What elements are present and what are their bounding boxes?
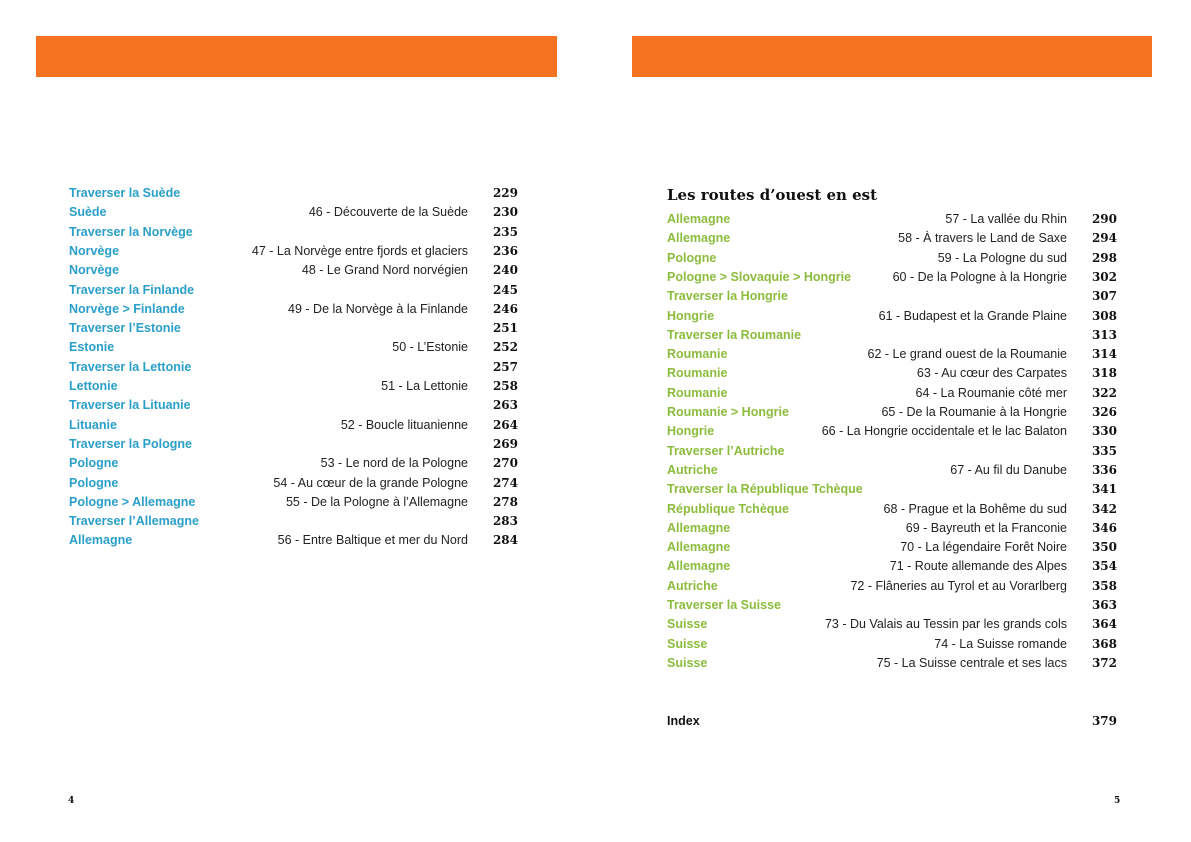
toc-route-title: 74 - La Suisse romande xyxy=(934,636,1067,651)
toc-row[interactable] xyxy=(667,403,1117,422)
toc-route-title: 58 - À travers le Land de Saxe xyxy=(898,231,1067,246)
toc-page-number: 314 xyxy=(1091,347,1117,362)
toc-row[interactable] xyxy=(69,281,518,300)
toc-country: Lituanie xyxy=(69,417,117,432)
toc-row[interactable] xyxy=(667,364,1117,383)
folio-left: 4 xyxy=(68,796,75,806)
toc-row[interactable] xyxy=(69,184,518,203)
toc-country: Hongrie xyxy=(667,308,715,323)
toc-row[interactable] xyxy=(69,435,518,454)
toc-row[interactable] xyxy=(667,596,1117,615)
toc-page-number: 294 xyxy=(1091,231,1117,246)
toc-route-title: 68 - Prague et la Bohême du sud xyxy=(883,501,1067,516)
toc-page-number: 341 xyxy=(1091,482,1117,497)
toc-row[interactable] xyxy=(69,474,518,493)
toc-page-number: 284 xyxy=(492,533,518,548)
toc-route-title: 61 - Budapest et la Grande Plaine xyxy=(878,308,1067,323)
toc-country: Roumanie xyxy=(667,385,728,400)
toc-country: Traverser la Norvège xyxy=(69,224,193,239)
header-band-right xyxy=(632,36,1152,77)
index-row[interactable] xyxy=(667,712,1117,731)
toc-country: Allemagne xyxy=(667,212,731,226)
toc-row[interactable] xyxy=(667,635,1117,654)
toc-page-number: 358 xyxy=(1091,578,1117,593)
toc-route-title: 71 - Route allemande des Alpes xyxy=(889,559,1067,574)
toc-page-number: 326 xyxy=(1091,405,1117,419)
toc-page-number: 336 xyxy=(1091,462,1117,477)
toc-page-number: 330 xyxy=(1091,424,1117,439)
toc-country: Traverser l’Autriche xyxy=(667,443,785,458)
toc-route-title: 48 - Le Grand Nord norvégien xyxy=(301,263,468,278)
toc-page-number: 269 xyxy=(492,436,518,451)
toc-row[interactable] xyxy=(667,422,1117,441)
toc-route-title: 62 - Le grand ouest de la Roumanie xyxy=(867,347,1067,362)
toc-country: Traverser la Hongrie xyxy=(667,289,788,304)
toc-row[interactable] xyxy=(667,615,1117,634)
toc-route-title: 72 - Flâneries au Tyrol et au Vorarlberg xyxy=(850,578,1067,593)
toc-country: Traverser l’Estonie xyxy=(69,321,181,336)
index-label: Index xyxy=(667,714,700,728)
toc-country: Traverser la République Tchèque xyxy=(667,482,863,497)
toc-route-title: 75 - La Suisse centrale et ses lacs xyxy=(876,655,1067,670)
toc-row[interactable] xyxy=(667,480,1117,499)
toc-row[interactable] xyxy=(69,358,518,377)
toc-row[interactable] xyxy=(667,249,1117,268)
toc-page-number: 308 xyxy=(1091,308,1117,323)
toc-page-number: 313 xyxy=(1091,327,1117,342)
toc-page-number: 278 xyxy=(492,494,518,509)
toc-country: Pologne xyxy=(69,475,119,490)
toc-page-number: 246 xyxy=(492,301,518,316)
toc-page-number: 252 xyxy=(492,340,518,355)
toc-country: Estonie xyxy=(69,340,115,355)
toc-page-number: 257 xyxy=(492,359,518,374)
toc-row[interactable] xyxy=(667,654,1117,673)
toc-country: Traverser la Pologne xyxy=(69,436,192,451)
toc-page-number: 342 xyxy=(1091,501,1117,516)
toc-page-number: 364 xyxy=(1091,617,1117,632)
toc-route-title: 65 - De la Roumanie à la Hongrie xyxy=(881,405,1067,419)
toc-country: Pologne xyxy=(69,456,119,471)
toc-page-number: 318 xyxy=(1091,366,1117,381)
toc-page-number: 236 xyxy=(492,243,518,258)
toc-row[interactable] xyxy=(69,319,518,338)
toc-row[interactable] xyxy=(69,396,518,415)
toc-country: Hongrie xyxy=(667,424,715,439)
folio-right: 5 xyxy=(1114,796,1121,806)
toc-row[interactable] xyxy=(69,203,518,222)
toc-country: Traverser la Lettonie xyxy=(69,359,192,374)
toc-country: Traverser la Lituanie xyxy=(69,398,191,413)
toc-route-title: 66 - La Hongrie occidentale et le lac Balaton xyxy=(821,424,1067,439)
toc-route-title: 57 - La vallée du Rhin xyxy=(945,212,1067,226)
toc-row[interactable] xyxy=(667,500,1117,519)
toc-country: Allemagne xyxy=(667,520,731,535)
toc-page-number: 302 xyxy=(1091,269,1117,284)
toc-route-title: 46 - Découverte de la Suède xyxy=(308,205,468,220)
toc-country: Norvège xyxy=(69,263,120,278)
toc-country: Allemagne xyxy=(69,533,133,548)
toc-route-title: 64 - La Roumanie côté mer xyxy=(915,385,1067,400)
toc-row[interactable] xyxy=(667,326,1117,345)
toc-page-number: 245 xyxy=(492,282,518,297)
toc-route-title: 60 - De la Pologne à la Hongrie xyxy=(892,269,1067,284)
toc-row[interactable] xyxy=(69,242,518,261)
toc-page-number: 354 xyxy=(1091,559,1117,574)
toc-row[interactable] xyxy=(667,538,1117,557)
toc-country: Traverser la Suède xyxy=(69,186,181,200)
toc-route-title: 59 - La Pologne du sud xyxy=(937,250,1067,265)
toc-route-title: 49 - De la Norvège à la Finlande xyxy=(288,301,468,316)
toc-page-number: 346 xyxy=(1091,520,1117,535)
toc-country: Suède xyxy=(69,205,107,220)
toc-page-number: 307 xyxy=(1091,289,1117,304)
toc-row[interactable] xyxy=(69,338,518,357)
toc-page-number: 230 xyxy=(492,205,518,220)
toc-row[interactable] xyxy=(667,210,1117,229)
toc-page-number: 350 xyxy=(1091,540,1117,555)
toc-page-number: 335 xyxy=(1091,443,1117,458)
toc-route-title: 69 - Bayreuth et la Franconie xyxy=(905,520,1067,535)
toc-row[interactable] xyxy=(69,531,518,550)
toc-route-title: 51 - La Lettonie xyxy=(381,379,468,393)
toc-country: Allemagne xyxy=(667,559,731,574)
toc-page-number: 251 xyxy=(492,321,518,336)
toc-row[interactable] xyxy=(667,577,1117,596)
toc-page-number: 368 xyxy=(1091,636,1117,651)
toc-country: Norvège > Finlande xyxy=(69,301,185,316)
toc-row[interactable] xyxy=(667,461,1117,480)
toc-row[interactable] xyxy=(69,416,518,435)
toc-route-title: 67 - Au fil du Danube xyxy=(950,462,1067,477)
toc-page-number: 298 xyxy=(1091,250,1117,265)
toc-page-number: 264 xyxy=(492,417,518,432)
toc-country: Norvège xyxy=(69,243,120,258)
toc-page-number: 372 xyxy=(1091,655,1117,670)
toc-page-number: 240 xyxy=(492,263,518,278)
toc-row[interactable] xyxy=(69,377,518,396)
toc-country: Autriche xyxy=(667,462,718,477)
toc-row[interactable] xyxy=(69,454,518,473)
toc-row[interactable] xyxy=(69,223,518,242)
toc-country: Allemagne xyxy=(667,540,731,555)
toc-route-title: 54 - Au cœur de la grande Pologne xyxy=(273,475,468,490)
toc-country: Roumanie > Hongrie xyxy=(667,405,789,419)
toc-country: Lettonie xyxy=(69,379,118,393)
toc-route-title: 47 - La Norvège entre fjords et glaciers xyxy=(251,243,468,258)
toc-country: Traverser la Suisse xyxy=(667,598,781,612)
toc-country: Traverser la Roumanie xyxy=(667,327,802,342)
toc-page-number: 283 xyxy=(492,514,518,529)
header-band-left xyxy=(36,36,557,77)
toc-row[interactable] xyxy=(667,345,1117,364)
toc-country: Suisse xyxy=(667,636,708,651)
toc-row[interactable] xyxy=(667,268,1117,287)
toc-page-number: 263 xyxy=(492,398,518,413)
toc-page-number: 322 xyxy=(1091,385,1117,400)
toc-page-number: 270 xyxy=(492,456,518,471)
toc-route-title: 73 - Du Valais au Tessin par les grands cols xyxy=(824,617,1067,632)
index-page-number: 379 xyxy=(1091,714,1117,728)
toc-page-number: 290 xyxy=(1091,212,1117,226)
toc-country: Autriche xyxy=(667,578,718,593)
toc-route-title: 53 - Le nord de la Pologne xyxy=(320,456,468,471)
toc-route-title: 52 - Boucle lituanienne xyxy=(340,417,468,432)
toc-page-number: 274 xyxy=(492,475,518,490)
toc-route-title: 50 - L’Estonie xyxy=(392,340,468,355)
toc-row[interactable] xyxy=(69,261,518,280)
toc-route-title: 63 - Au cœur des Carpates xyxy=(916,366,1067,381)
toc-country: Suisse xyxy=(667,617,708,632)
toc-country: Suisse xyxy=(667,655,708,670)
toc-country: Pologne > Allemagne xyxy=(69,494,196,509)
toc-row[interactable] xyxy=(69,300,518,319)
toc-country: Traverser la Finlande xyxy=(69,282,195,297)
toc-page-number: 363 xyxy=(1091,598,1117,612)
section-title: Les routes d’ouest en est xyxy=(667,186,878,204)
toc-row[interactable] xyxy=(667,557,1117,576)
toc-country: Roumanie xyxy=(667,347,728,362)
toc-row[interactable] xyxy=(69,493,518,512)
toc-row[interactable] xyxy=(667,229,1117,248)
toc-row[interactable] xyxy=(69,512,518,531)
toc-page-number: 258 xyxy=(492,379,518,393)
toc-row[interactable] xyxy=(667,307,1117,326)
toc-page-number: 229 xyxy=(492,186,518,200)
toc-country: Pologne xyxy=(667,250,717,265)
toc-country: Traverser l’Allemagne xyxy=(69,514,199,529)
toc-row[interactable] xyxy=(667,384,1117,403)
toc-route-title: 56 - Entre Baltique et mer du Nord xyxy=(277,533,468,548)
toc-country: République Tchèque xyxy=(667,501,789,516)
toc-row[interactable] xyxy=(667,519,1117,538)
toc-country: Allemagne xyxy=(667,231,731,246)
toc-page-number: 235 xyxy=(492,224,518,239)
toc-route-title: 55 - De la Pologne à l’Allemagne xyxy=(285,494,468,509)
toc-row[interactable] xyxy=(667,442,1117,461)
toc-country: Roumanie xyxy=(667,366,728,381)
toc-route-title: 70 - La légendaire Forêt Noire xyxy=(900,540,1067,555)
toc-row[interactable] xyxy=(667,287,1117,306)
toc-country: Pologne > Slovaquie > Hongrie xyxy=(667,269,852,284)
